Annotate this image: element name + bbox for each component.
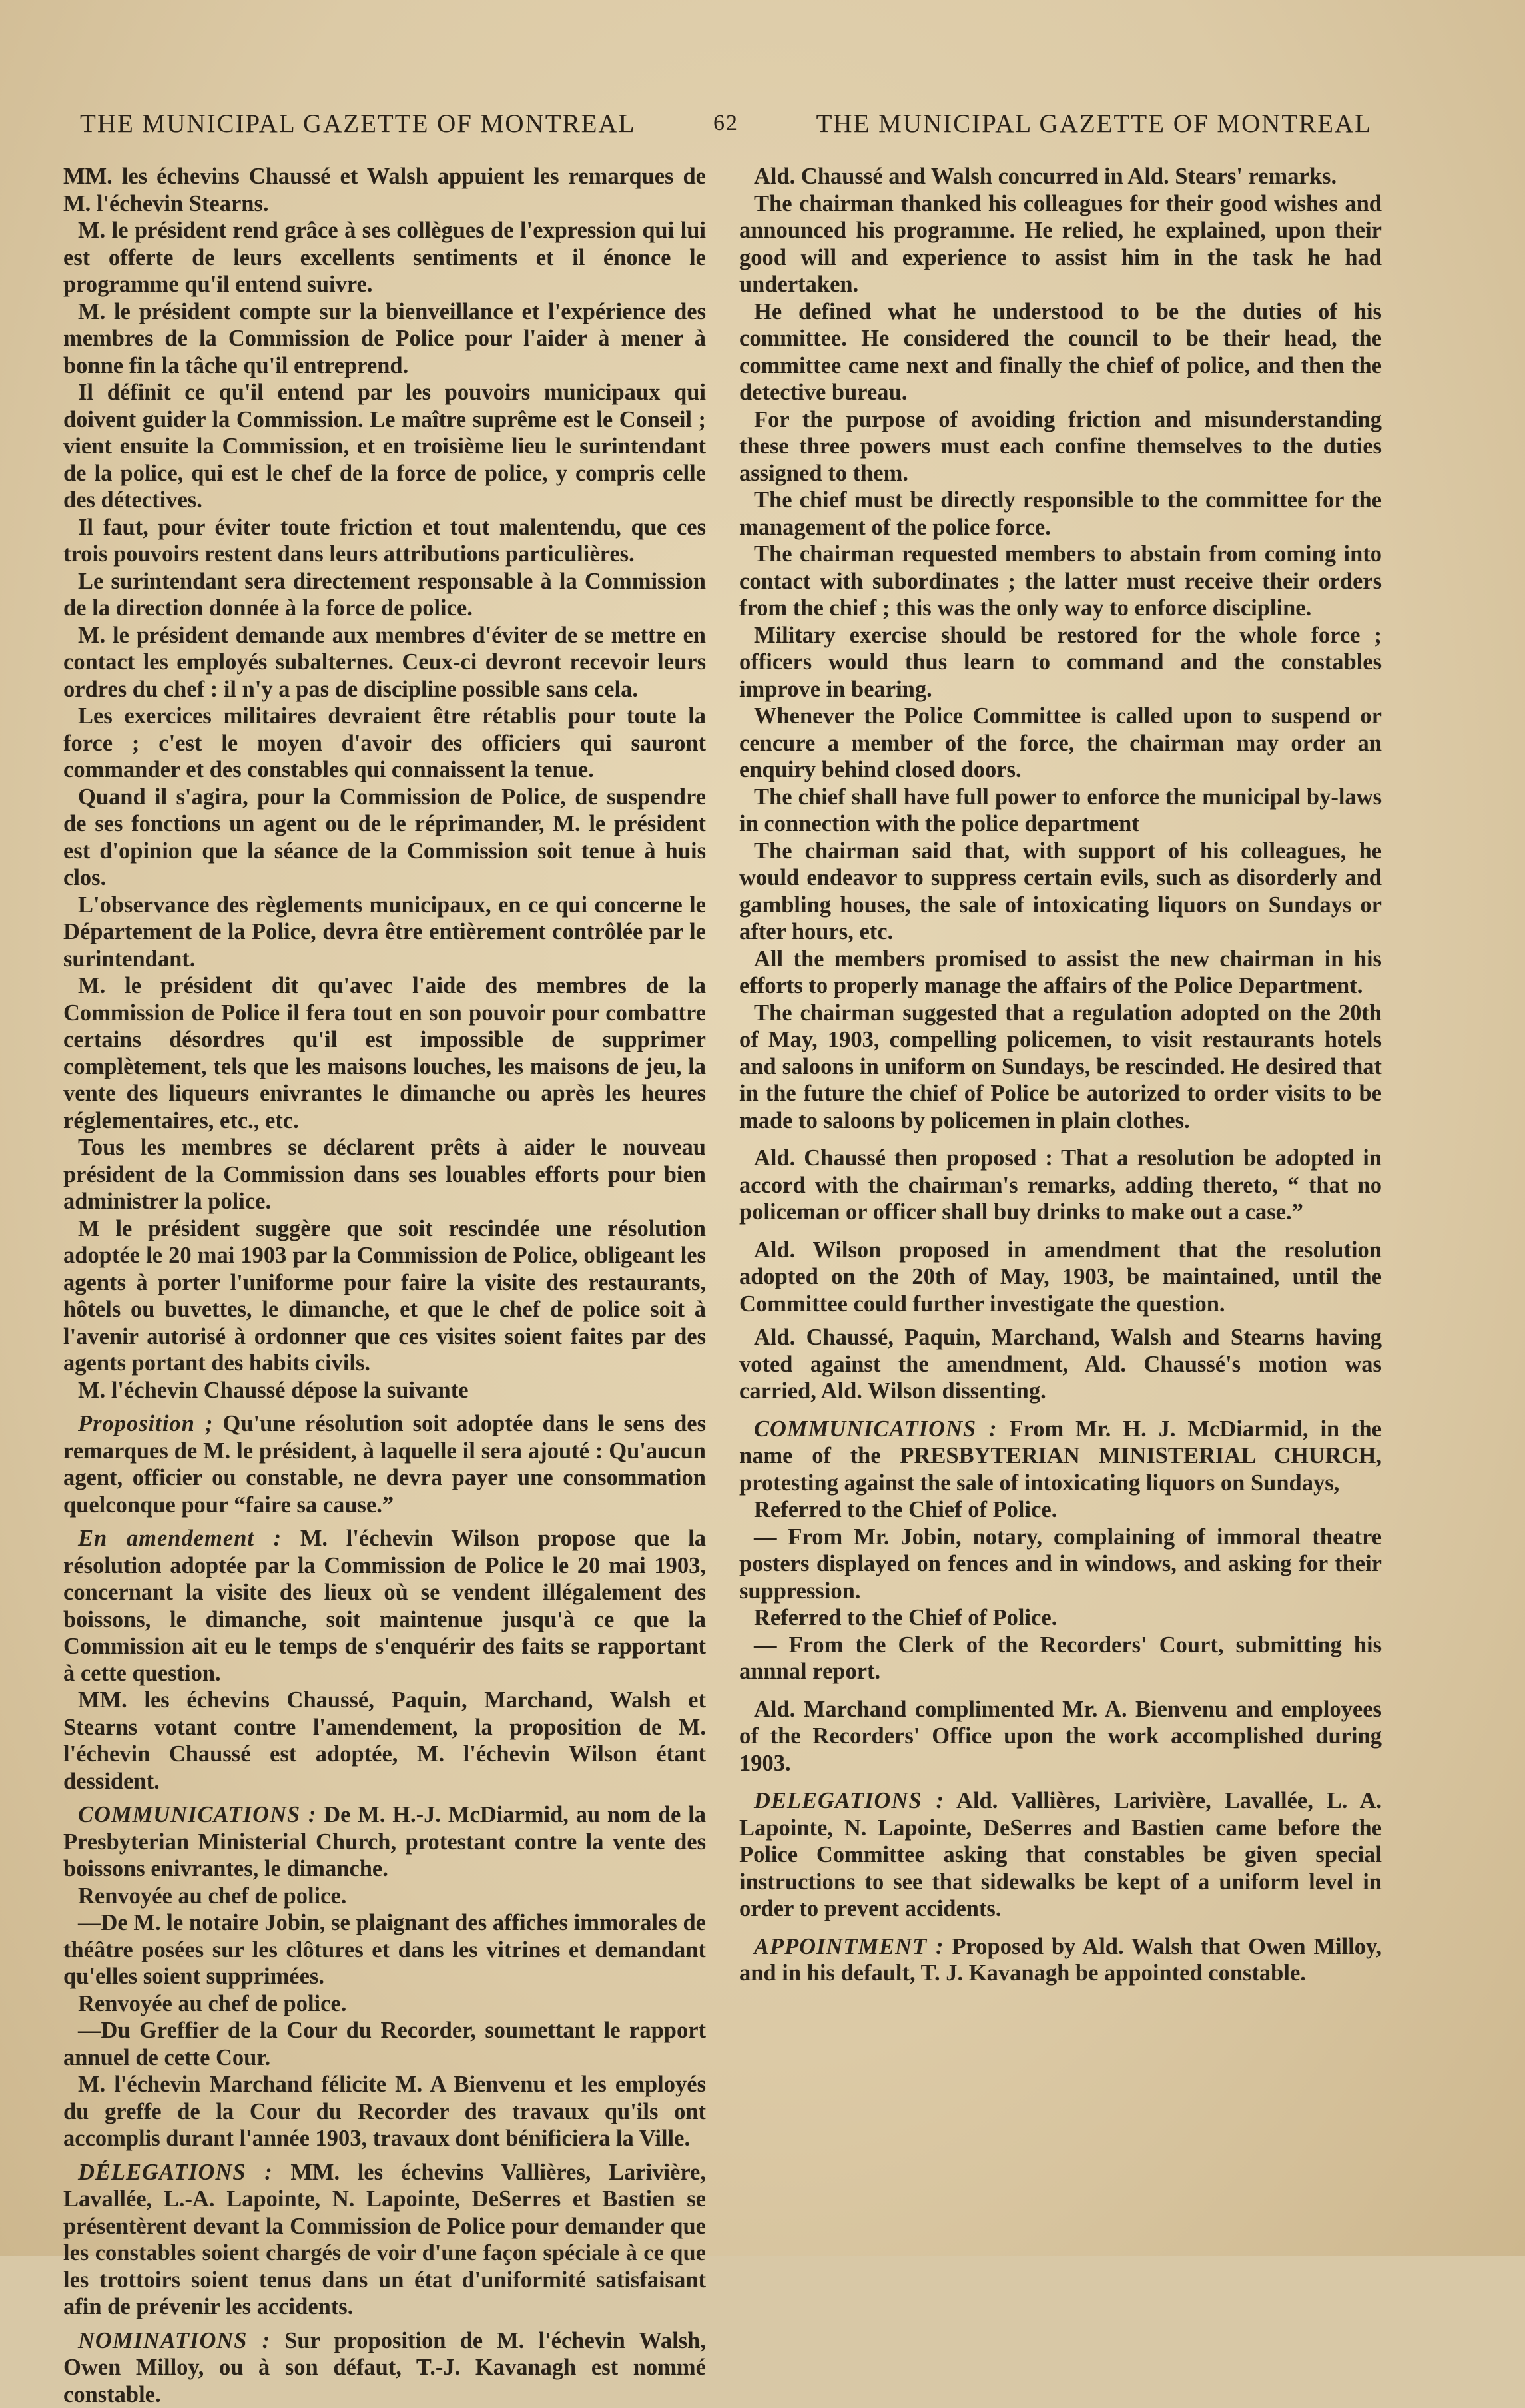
appointment-paragraph: APPOINTMENT : Proposed by Ald. Walsh that Owen Milloy, and in his default, T. J. Kavanagh be appointed constable. (739, 1933, 1382, 1987)
paragraph: Il faut, pour éviter toute friction et tout malentendu, que ces trois pouvoirs restent dans leurs attributions particulières. (63, 514, 706, 568)
paragraph: For the purpose of avoiding friction and misunderstanding these three powers must each confine themselves to the duties assigned to them. (739, 406, 1382, 487)
paragraph: Ald. Marchand complimented Mr. A. Bienvenu and employees of the Recorders' Office upon the work accomplished during 1903. (739, 1696, 1382, 1777)
paragraph: Whenever the Police Committee is called upon to suspend or cencure a member of the force, the chairman may order an enquiry behind closed doors. (739, 703, 1382, 784)
paragraph: M. le président dit qu'avec l'aide des membres de la Commission de Police il fera tout en son pouvoir pour combattre certains désordres qu'il est impossible de supprimer complètement, tels que les maisons louches, les maisons de jeu, la vente des liqueurs enivrantes le dimanche ou après les heures réglementaires, etc., etc. (63, 972, 706, 1134)
paragraph: Il définit ce qu'il entend par les pouvoirs municipaux qui doivent guider la Commission. Le maître suprême est le Conseil ; vient ensuite la Commission, et en troisième lieu le surintendant de la police, qui est le chef de la force de police, y compris celle des détectives. (63, 379, 706, 514)
communications-paragraph: COMMUNICATIONS : De M. H.-J. McDiarmid, au nom de la Presbyterian Ministerial Church, protestant contre la vente des boissons enivrantes, le dimanche. (63, 1801, 706, 1883)
section-lead-in: DÉLEGATIONS : (78, 2160, 273, 2185)
paragraph: Renvoyée au chef de police. (63, 1883, 706, 1910)
nominations-paragraph: NOMINATIONS : Sur proposition de M. l'échevin Walsh, Owen Milloy, ou à son défaut, T.-J. Kavanagh est nommé constable. (63, 2327, 706, 2408)
paragraph: MM. les échevins Chaussé, Paquin, Marchand, Walsh et Stearns votant contre l'amendement, la proposition de M. l'échevin Chaussé est adoptée, M. l'échevin Wilson étant dessident. (63, 1687, 706, 1795)
paragraph: The chief shall have full power to enforce the municipal by-laws in connection with the police department (739, 784, 1382, 838)
section-lead-in: NOMINATIONS : (78, 2328, 270, 2353)
french-column (63, 163, 706, 2408)
paragraph: M. le président demande aux membres d'éviter de se mettre en contact les employés subalternes. Ceux-ci devront recevoir leurs ordres du chef : il n'y a pas de discipline possible sans cela. (63, 622, 706, 703)
paragraph: The chairman requested members to abstain from coming into contact with subordinates ; the latter must receive their orders from the chief ; this was the only way to enforce discipline. (739, 541, 1382, 622)
paragraph: Military exercise should be restored for the whole force ; officers would thus learn to command and the constables improve in bearing. (739, 622, 1382, 703)
paragraph: Les exercices militaires devraient être rétablis pour toute la force ; c'est le moyen d'avoir des officiers qui sauront commander et des constables qui connaissent la tenue. (63, 703, 706, 784)
amendment-paragraph: En amendement : M. l'échevin Wilson propose que la résolution adoptée par la Commission de Police le 20 mai 1903, concernant la visite des lieux où se vendent illégalement des boissons, le dimanche, soit maintenue jusqu'à ce que la Commission ait eu le temps de s'enquérir des faits se rapportant à cette question. (63, 1525, 706, 1687)
paragraph: Ald. Chaussé then proposed : That a resolution be adopted in accord with the chairman's remarks, adding thereto, “ that no policeman or officer shall buy drinks to make out a case.” (739, 1145, 1382, 1226)
paragraph: Tous les membres se déclarent prêts à aider le nouveau président de la Commission dans ses louables efforts pour bien administrer la police. (63, 1134, 706, 1215)
paragraph: Ald. Chaussé, Paquin, Marchand, Walsh and Stearns having voted against the amendment, Ald. Chaussé's motion was carried, Ald. Wilson dissenting. (739, 1324, 1382, 1405)
paragraph: The chairman said that, with support of his colleagues, he would endeavor to suppress certain evils, such as disorderly and gambling houses, the sale of intoxicating liquors on Sundays or after hours, etc. (739, 838, 1382, 946)
page-header (80, 100, 1372, 147)
section-lead-in: COMMUNICATIONS : (754, 1416, 998, 1442)
communications-paragraph: COMMUNICATIONS : From Mr. H. J. McDiarmid, in the name of the PRESBYTERIAN MINISTERIAL CHURCH, protesting against the sale of intoxicating liquors on Sundays, (739, 1416, 1382, 1497)
paragraph: MM. les échevins Chaussé et Walsh appuient les remarques de M. l'échevin Stearns. (63, 163, 706, 217)
section-lead-in: APPOINTMENT : (754, 1934, 944, 1959)
paragraph: Ald. Wilson proposed in amendment that the resolution adopted on the 20th of May, 1903, be maintained, until the Committee could further investigate the question. (739, 1237, 1382, 1318)
paragraph: M. l'échevin Chaussé dépose la suivante (63, 1377, 706, 1404)
paragraph: M le président suggère que soit rescindée une résolution adoptée le 20 mai 1903 par la Commission de Police, obligeant les agents à porter l'uniforme pour faire la visite des restaurants, hôtels ou buvettes, le dimanche, et que le chef de police soit à l'avenir autorisé à ordonner que ces visites soient faites par des agents portant des habits civils. (63, 1215, 706, 1377)
paragraph: — From the Clerk of the Recorders' Court, submitting his annnal report. (739, 1632, 1382, 1685)
paragraph: M. le président compte sur la bienveillance et l'expérience des membres de la Commission de Police pour l'aider à mener à bonne fin la tâche qu'il entreprend. (63, 298, 706, 380)
english-column (739, 163, 1382, 1987)
section-lead-in: COMMUNICATIONS : (78, 1802, 316, 1827)
paragraph: L'observance des règlements municipaux, en ce qui concerne le Département de la Police, devra être entièrement contrôlée par le surintendant. (63, 892, 706, 973)
paragraph: The chairman thanked his colleagues for their good wishes and announced his programme. He relied, he explained, upon their good will and experience to assist him in the task he had undertaken. (739, 190, 1382, 298)
section-lead-in: Proposition ; (78, 1411, 213, 1436)
delegations-paragraph: DÉLEGATIONS : MM. les échevins Vallières, Larivière, Lavallée, L.-A. Lapointe, N. Lapointe, DeSerres et Bastien se présentèrent devant la Commission de Police pour demander que les constables soient chargés de voir d'une façon spéciale à ce que les trottoirs soient tenus dans un état d'uniformité satisfaisant afin de prévenir les accidents. (63, 2159, 706, 2321)
paragraph: — From Mr. Jobin, notary, complaining of immoral theatre posters displayed on fences and in windows, and asking for their suppression. (739, 1524, 1382, 1605)
header-right-title: THE MUNICIPAL GAZETTE OF MONTREAL (816, 109, 1372, 139)
delegations-paragraph: DELEGATIONS : Ald. Vallières, Larivière, Lavallée, L. A. Lapointe, N. Lapointe, DeSerres and Bastien came before the Police Committee asking that constables be given special instructions to see that sidewalks be kept of a uniform level in order to prevent accidents. (739, 1787, 1382, 1923)
paragraph: He defined what he understood to be the duties of his committee. He considered the council to be their head, the committee came next and finally the chief of police, and then the detective bureau. (739, 298, 1382, 406)
paragraph: —De M. le notaire Jobin, se plaignant des affiches immorales de théâtre posées sur les clôtures et dans les vitrines et demandant qu'elles soient supprimées. (63, 1909, 706, 1990)
paragraph: M. l'échevin Marchand félicite M. A Bienvenu et les employés du greffe de la Cour du Recorder des travaux qu'ils ont accomplis durant l'année 1903, travaux dont bénificiera la Ville. (63, 2071, 706, 2152)
proposition-paragraph: Proposition ; Qu'une résolution soit adoptée dans le sens des remarques de M. le président, à laquelle il sera ajouté : Qu'aucun agent, officier ou constable, ne devra payer une consommation quelconque pour “faire sa cause.” (63, 1410, 706, 1518)
header-left-title: THE MUNICIPAL GAZETTE OF MONTREAL (80, 109, 635, 139)
paragraph: M. le président rend grâce à ses collègues de l'expression qui lui est offerte de leurs excellents sentiments et il énonce le programme qu'il entend suivre. (63, 217, 706, 298)
section-lead-in: DELEGATIONS : (754, 1788, 944, 1813)
paragraph: Ald. Chaussé and Walsh concurred in Ald. Stears' remarks. (739, 163, 1382, 190)
paragraph: All the members promised to assist the new chairman in his efforts to properly manage the affairs of the Police Department. (739, 946, 1382, 1000)
paragraph: Renvoyée au chef de police. (63, 1990, 706, 2018)
paragraph: The chief must be directly responsible to the committee for the management of the police force. (739, 487, 1382, 541)
paragraph: The chairman suggested that a regulation adopted on the 20th of May, 1903, compelling policemen, to visit restaurants hotels and saloons in uniform on Sundays, be rescinded. He desired that in the future the chief of Police be autorized to order visits to be made to saloons by policemen in plain clothes. (739, 1000, 1382, 1135)
paragraph: —Du Greffier de la Cour du Recorder, soumettant le rapport annuel de cette Cour. (63, 2017, 706, 2071)
section-lead-in: En amendement : (78, 1526, 282, 1551)
paragraph: Le surintendant sera directement responsable à la Commission de la direction donnée à la force de police. (63, 568, 706, 622)
paragraph: Referred to the Chief of Police. (739, 1496, 1382, 1524)
paragraph: Referred to the Chief of Police. (739, 1604, 1382, 1632)
page-number: 62 (713, 111, 739, 136)
paragraph: Quand il s'agira, pour la Commission de Police, de suspendre de ses fonctions un agent ou de le réprimander, M. le président est d'opinion que la séance de la Commission soit tenue à huis clos. (63, 784, 706, 892)
